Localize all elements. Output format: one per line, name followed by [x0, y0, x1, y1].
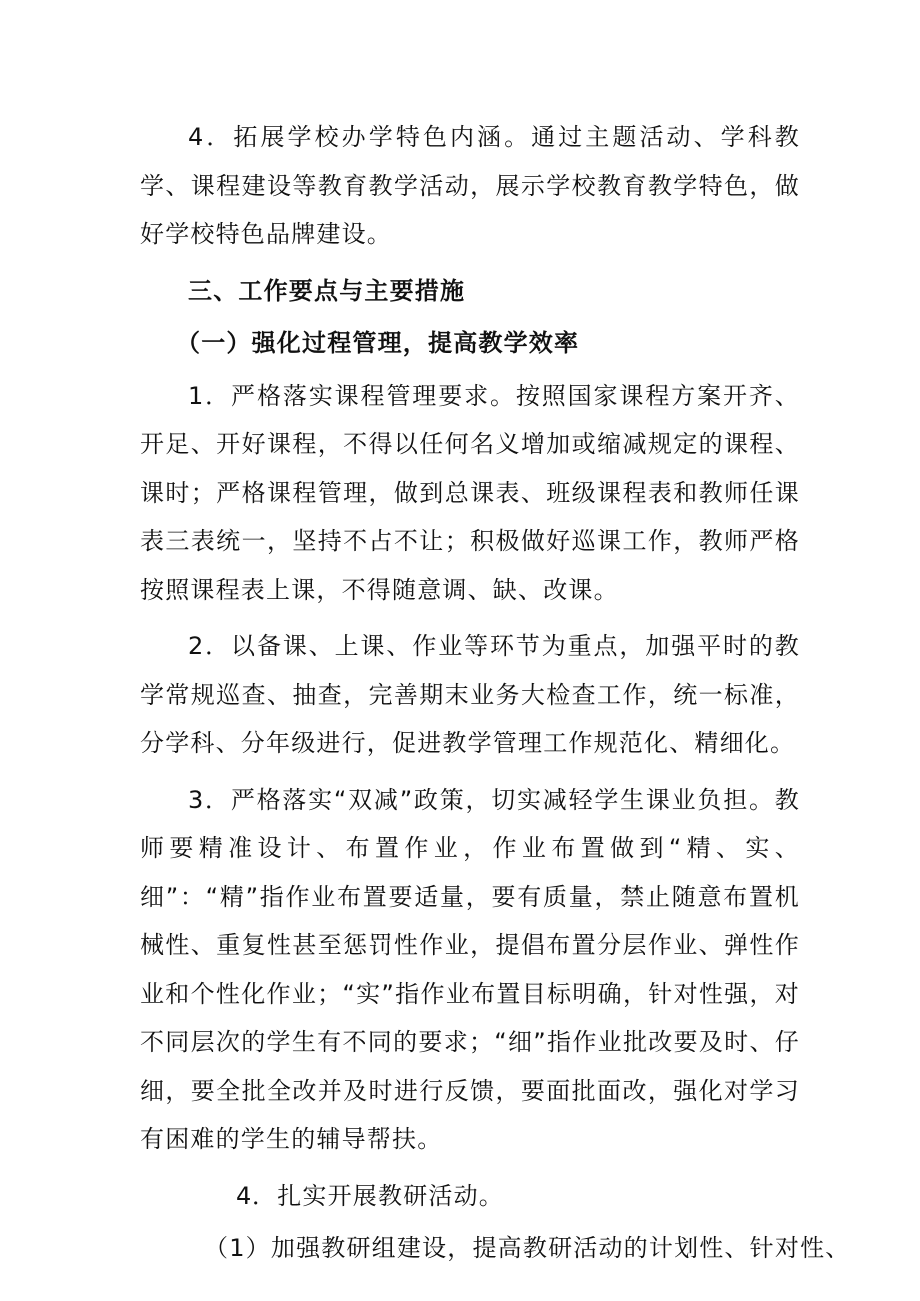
paragraph-routine-check: 2．以备课、上课、作业等环节为重点，加强平时的教学常规巡查、抽查，完善期末业务大检查工作，统一标准，分学科、分年级进行，促进教学管理工作规范化、精细化。 — [140, 632, 800, 757]
subsection-heading-1: （一）强化过程管理，提高教学效率 — [176, 329, 580, 357]
paragraph-curriculum: 1．严格落实课程管理要求。按照国家课程方案开齐、开足、开好课程，不得以任何名义增加或缩减规定的课程、课时；严格课程管理，做到总课表、班级课程表和教师任课表三表统一，坚持不占不让；积极做好巡课工作，教师严格按照课程表上课，不得随意调、缺、改课。 — [140, 381, 800, 604]
section-heading-3: 三、工作要点与主要措施 — [188, 276, 466, 305]
item-text: ．扎实开展教研活动。 — [252, 1181, 504, 1210]
paragraph-research-group: （1）加强教研组建设，提高教研活动的计划性、针对性、 — [204, 1234, 851, 1262]
paragraph-school-features: 4．拓展学校办学特色内涵。通过主题活动、学科教学、课程建设等教育教学活动，展示学校教育教学特色，做好学校特色品牌建设。 — [140, 123, 800, 248]
paragraph-teaching-research — [140, 1172, 800, 1221]
item-number: 4 — [236, 1181, 253, 1210]
paragraph-double-reduction: 3．严格落实“双减”政策，切实减轻学生课业负担。教师要精准设计、布置作业，作业布置做到“精、实、细”：“精”指作业布置要适量，要有质量，禁止随意布置机械性、重复性甚至惩罚性作业，提倡布置分层作业、弹性作业和个性化作业；“实”指作业布置目标明确，针对性强，对不同层次的学生有不同的要求；“细”指作业批改要及时、仔细，要全批全改并及时进行反馈，要面批面改，强化对学习有困难的学生的辅导帮扶。 — [140, 785, 800, 1153]
document-body — [140, 113, 851, 1273]
